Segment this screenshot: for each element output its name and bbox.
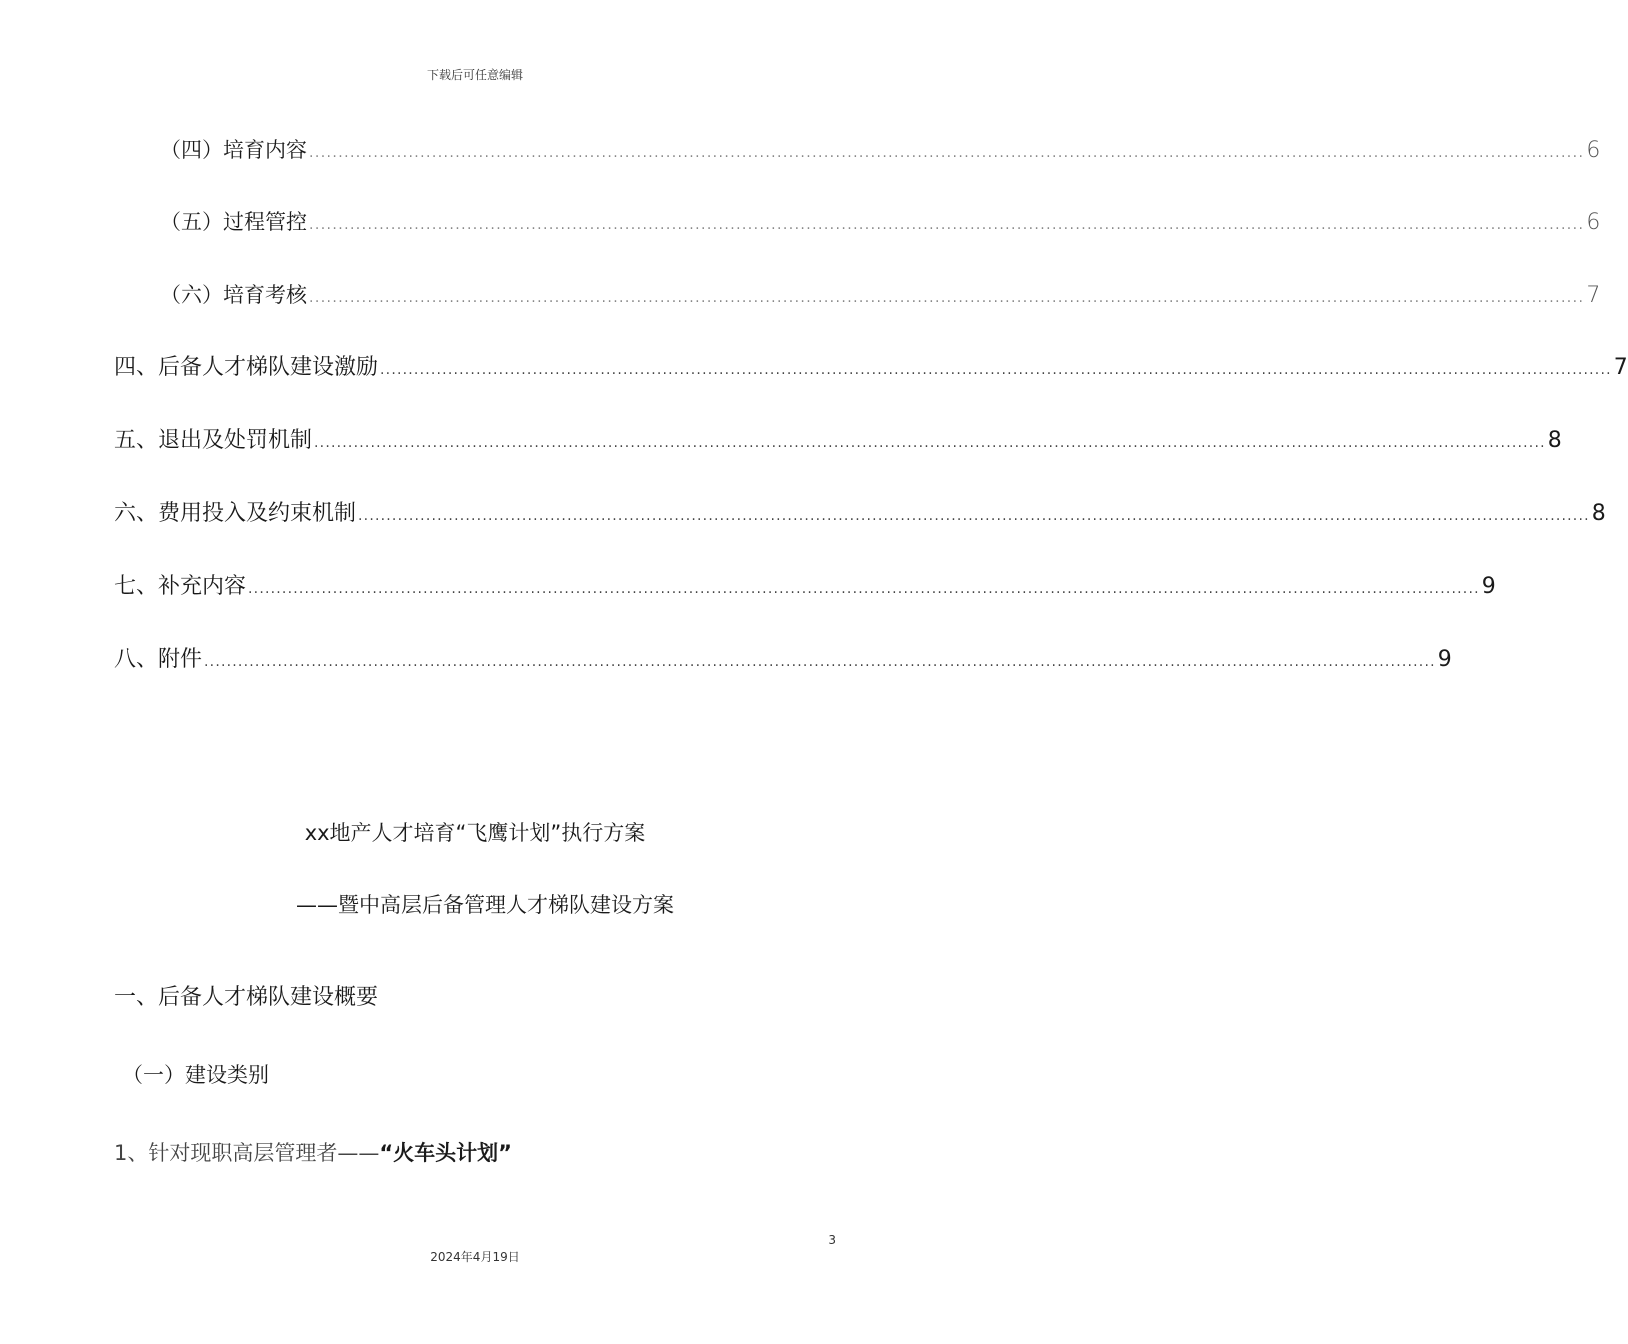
page-number: 3 (828, 1233, 836, 1247)
toc-label: （四）培育内容 (160, 138, 307, 162)
toc-label: （六）培育考核 (160, 283, 307, 307)
toc-leader-dots: .......................................................................................................................................................................................................................... (309, 145, 1585, 161)
header-note: 下载后可任意编辑 (426, 68, 523, 82)
toc-page-number: 9 (1437, 647, 1452, 672)
toc-leader-dots: .......................................................................................................................................................................................................................... (358, 508, 1590, 524)
toc-label: 四、后备人才梯队建设激励 (114, 355, 379, 380)
toc-page-number: 8 (1591, 501, 1606, 526)
toc-leader-dots: .......................................................................................................................................................................................................................... (204, 654, 1436, 670)
toc-row-process-control[interactable] (160, 208, 1601, 239)
document-subtitle: ——暨中高层后备管理人才梯队建设方案 (296, 893, 674, 917)
toc-label: 六、费用投入及约束机制 (114, 501, 357, 526)
toc-leader-dots: .......................................................................................................................................................................................................................... (309, 217, 1585, 233)
toc-row-cost-constraints[interactable] (114, 500, 1606, 530)
document-title: xx地产人才培育“飞鹰计划”执行方案 (304, 821, 646, 845)
toc-label: 八、附件 (114, 647, 203, 672)
plan-item-name: “火车头计划” (379, 1141, 512, 1165)
toc-label: （五）过程管控 (160, 210, 307, 234)
plan-item-prefix: 1、针对现职高层管理者—— (114, 1141, 380, 1165)
footer-date: 2024年4月19日 (430, 1250, 520, 1264)
toc-page-number: 9 (1481, 574, 1496, 599)
toc-label: 五、退出及处罚机制 (114, 428, 313, 453)
plan-item (114, 1139, 512, 1167)
toc-leader-dots: .......................................................................................................................................................................................................................... (309, 290, 1585, 306)
toc-page-number: 7 (1586, 283, 1601, 308)
toc-leader-dots: .......................................................................................................................................................................................................................... (248, 581, 1480, 597)
toc-row-exit-penalty[interactable] (114, 427, 1562, 457)
toc-leader-dots: .......................................................................................................................................................................................................................... (314, 435, 1546, 451)
section-heading: 一、后备人才梯队建设概要 (114, 985, 379, 1010)
toc-page-number: 6 (1586, 138, 1601, 163)
toc-row-attachments[interactable] (114, 646, 1452, 676)
toc-row-training-content[interactable] (160, 136, 1601, 167)
toc-page-number: 6 (1586, 210, 1601, 235)
toc-page-number: 8 (1547, 428, 1562, 453)
toc-page-number: 7 (1613, 355, 1628, 380)
toc-label: 七、补充内容 (114, 574, 247, 599)
toc-row-training-assessment[interactable] (160, 281, 1601, 312)
toc-row-incentives[interactable] (114, 354, 1628, 384)
toc-row-supplement[interactable] (114, 573, 1496, 603)
toc-leader-dots: .......................................................................................................................................................................................................................... (380, 362, 1612, 378)
subsection-heading: （一）建设类别 (122, 1063, 269, 1087)
